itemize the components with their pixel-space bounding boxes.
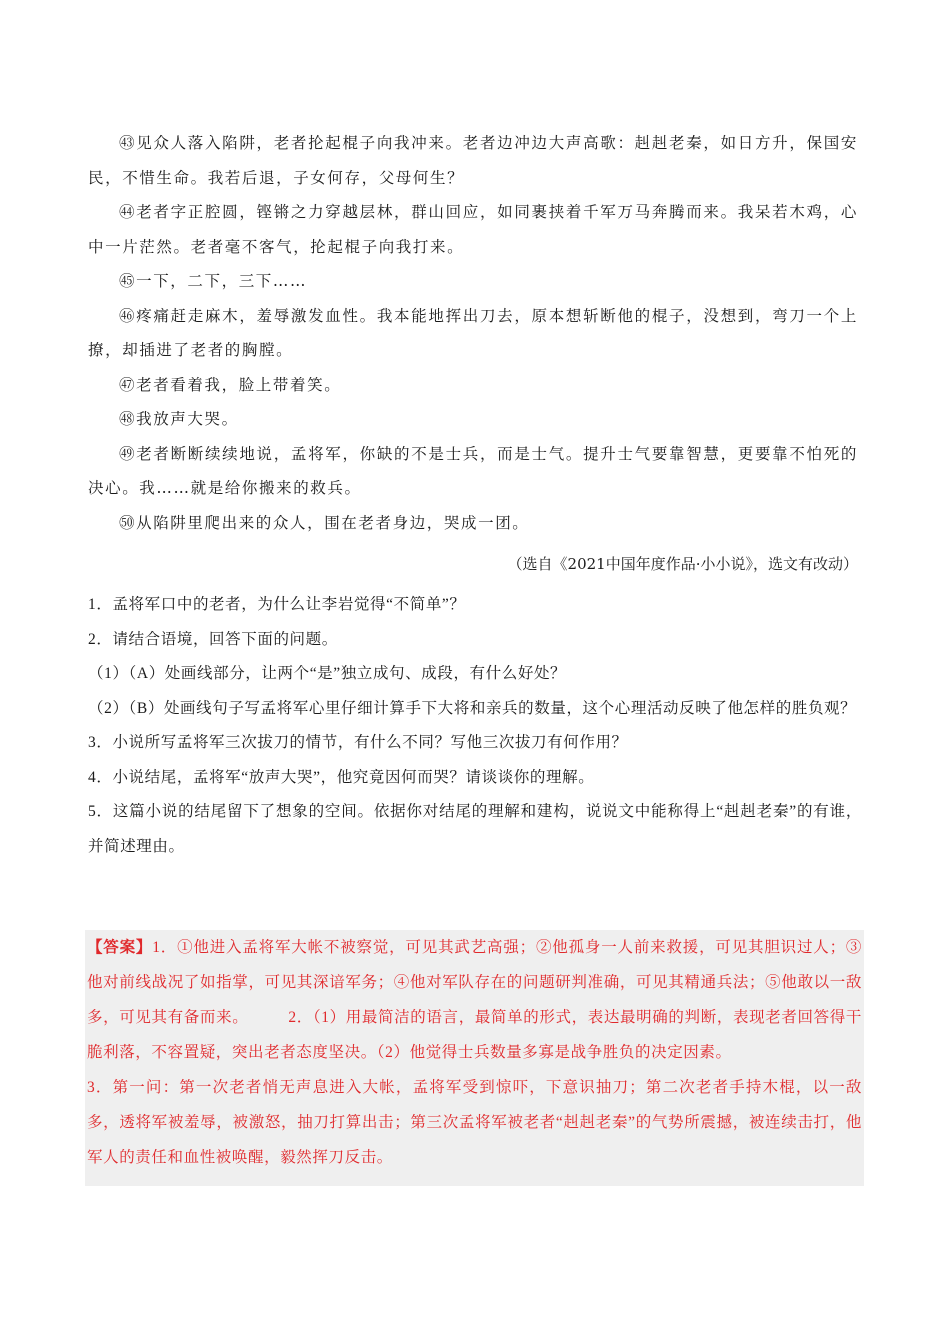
question-3: 3．小说所写孟将军三次拔刀的情节，有什么不同？写他三次拔刀有何作用？ bbox=[88, 734, 628, 751]
answer-part-3: 3．第一问：第一次老者悄无声息进入大帐，孟将军受到惊吓，下意识抽刀；第二次老者手持木棍，以一敌多，透将军被羞辱，被激怒，抽刀打算出击；第三次孟将军被老者“赳赳老秦”的气势所震撼，被连续击打，他军人的责任和血性被唤醒，毅然挥刀反击。 bbox=[87, 1079, 862, 1166]
question-2: 2．请结合语境，回答下面的问题。 bbox=[88, 630, 338, 648]
story-paragraph-47: ㊼老者看着我，脸上带着笑。 bbox=[119, 375, 342, 394]
story-paragraph-49: ㊾老者断断续续地说，孟将军，你缺的不是士兵，而是士气。提升士气要靠智慧，更要靠不怕死的决心。我……就是给你搬来的救兵。 bbox=[88, 444, 858, 497]
question-2-2: （2）（B）处画线句子写孟将军心里仔细计算手下大将和亲兵的数量，这个心理活动反映了他怎样的胜负观？ bbox=[88, 699, 857, 717]
answer-tag: 【答案】 bbox=[87, 939, 153, 956]
question-list bbox=[88, 588, 862, 864]
story-paragraph-44: ㊹老者字正腔圆，铿锵之力穿越层林，群山回应，如同裹挟着千军万马奔腾而来。我呆若木鸡，心中一片茫然。老者毫不客气，抡起棍子向我打来。 bbox=[88, 203, 858, 256]
story-paragraph-48: ㊽我放声大哭。 bbox=[119, 410, 239, 428]
answer-box bbox=[85, 930, 864, 1186]
answer-part-2: 2．（1）用最简洁的语言，最简单的形式，表达最明确的判断，表现老者回答得干脆利落，不容置疑，突出老者态度坚决。（2）他觉得士兵数量多寡是战争胜负的决定因素。 bbox=[87, 1009, 862, 1061]
question-5: 5．这篇小说的结尾留下了想象的空间。依据你对结尾的理解和建构，说说文中能称得上“赳赳老秦”的有谁，并简述理由。 bbox=[88, 803, 862, 855]
question-2-1: （1）（A）处画线部分，让两个“是”独立成句、成段，有什么好处？ bbox=[88, 665, 567, 682]
story-paragraph-45: ㊺一下，二下，三下…… bbox=[119, 272, 308, 290]
answer-paragraph bbox=[85, 930, 864, 1070]
story-paragraph-43: ㊸见众人落入陷阱，老者抡起棍子向我冲来。老者边冲边大声高歌：赳赳老秦，如日方升，保国安民，不惜生命。我若后退，子女何存，父母何生？ bbox=[88, 134, 858, 187]
story-paragraph-46: ㊻疼痛赶走麻木，羞辱激发血性。我本能地挥出刀去，原本想斩断他的棍子，没想到，弯刀一个上撩，却插进了老者的胸膛。 bbox=[88, 306, 858, 359]
source-citation: （选自《2021中国年度作品·小小说》，选文有改动） bbox=[507, 555, 858, 573]
story-paragraph-50: ㊿从陷阱里爬出来的众人，围在老者身边，哭成一团。 bbox=[119, 513, 530, 532]
question-4: 4．小说结尾，孟将军“放声大哭”，他究竟因何而哭？请谈谈你的理解。 bbox=[88, 768, 595, 786]
story-excerpt bbox=[88, 126, 858, 540]
question-1: 1．孟将军口中的老者，为什么让李岩觉得“不简单”？ bbox=[88, 596, 466, 613]
answer-part-1: 1．①他进入孟将军大帐不被察觉，可见其武艺高强；②他孤身一人前来救援，可见其胆识过人；③他对前线战况了如指掌，可见其深谙军务；④他对军队存在的问题研判准确，可见其精通兵法；⑤他敢以一敌多，可见其有备而来。 bbox=[87, 939, 862, 1026]
